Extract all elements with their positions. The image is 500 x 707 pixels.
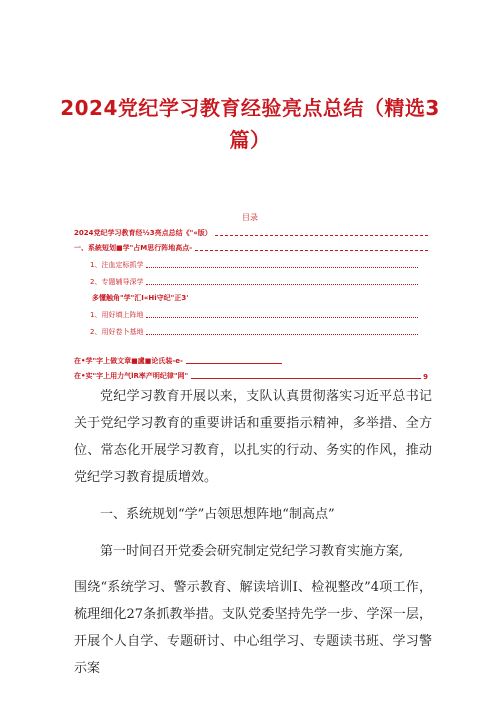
toc-entry[interactable] bbox=[90, 326, 420, 337]
document-title-line-1: 2024党纪学习教育经验亮点总结（精选3 bbox=[60, 96, 440, 120]
toc-entry[interactable] bbox=[74, 370, 428, 381]
toc-entry[interactable] bbox=[90, 276, 420, 287]
toc-leader bbox=[195, 249, 428, 251]
toc-leader bbox=[146, 283, 418, 285]
toc-heading: 目录 bbox=[242, 213, 258, 222]
toc-entry[interactable] bbox=[74, 355, 284, 366]
toc-entry-text: 在•学"字上做文章■盧■论氏装-e- bbox=[74, 357, 183, 365]
toc-entry-text: 2024党纪学习教育经½3亮点总结《"«版） bbox=[74, 229, 212, 237]
toc-entry-text: 多懂触角"学"汇I«Hi守纪"正3' bbox=[92, 294, 189, 302]
toc-entry[interactable] bbox=[90, 259, 420, 270]
toc-leader bbox=[186, 362, 282, 364]
toc-entry-text: 一、系統短划■学"占M思行阵地高点- bbox=[74, 244, 193, 252]
document-title-line-2: 篇） bbox=[229, 128, 271, 152]
toc-entry[interactable] bbox=[92, 292, 292, 303]
toc-entry-text: 1、用好填上阵地 bbox=[90, 311, 144, 319]
toc-entry-text: 1、注血定标抓学 bbox=[90, 261, 144, 269]
toc-leader bbox=[215, 234, 428, 236]
toc-entry[interactable] bbox=[74, 227, 430, 238]
toc-leader bbox=[191, 377, 421, 379]
body-paragraph: 围绕“系统学习、警示教育、解读培训Ⅰ、检视整改”4项工作，梳理细化27条抓教举措。支队党委坚持先学一步、学深一层，开展个人自学、专题研讨、中心组学习、专题读书班、学习警示案 bbox=[74, 580, 432, 676]
toc-entry-text: 在•实"字上用力气lR率产明纪律"网" bbox=[74, 372, 189, 380]
toc-leader bbox=[146, 316, 418, 318]
toc-leader bbox=[146, 266, 418, 268]
toc-entry-text: 2、专题辅导深学 bbox=[90, 278, 144, 286]
toc-leader bbox=[146, 333, 418, 335]
toc-entry-text: 2、用好卷卜基地 bbox=[90, 328, 144, 336]
intro-paragraph: 党纪学习教育开展以来，支队认真贯彻落实习近平总书记关于党纪学习教育的重要讲话和重要指示精神，多举措、全方位、常态化开展学习教育，以扎实的行动、务实的作风，推动党纪学习教育提质增效。 bbox=[74, 389, 432, 485]
toc-entry[interactable] bbox=[74, 242, 430, 253]
toc-entry[interactable] bbox=[90, 309, 420, 320]
toc-entry-page: 9 bbox=[423, 373, 428, 381]
body-paragraph: 第一时间召开党委会研究制定党纪学习教育实施方案, bbox=[100, 544, 404, 559]
section-heading: 一、系统规划“学”占领思想阵地“制高点” bbox=[100, 507, 335, 522]
